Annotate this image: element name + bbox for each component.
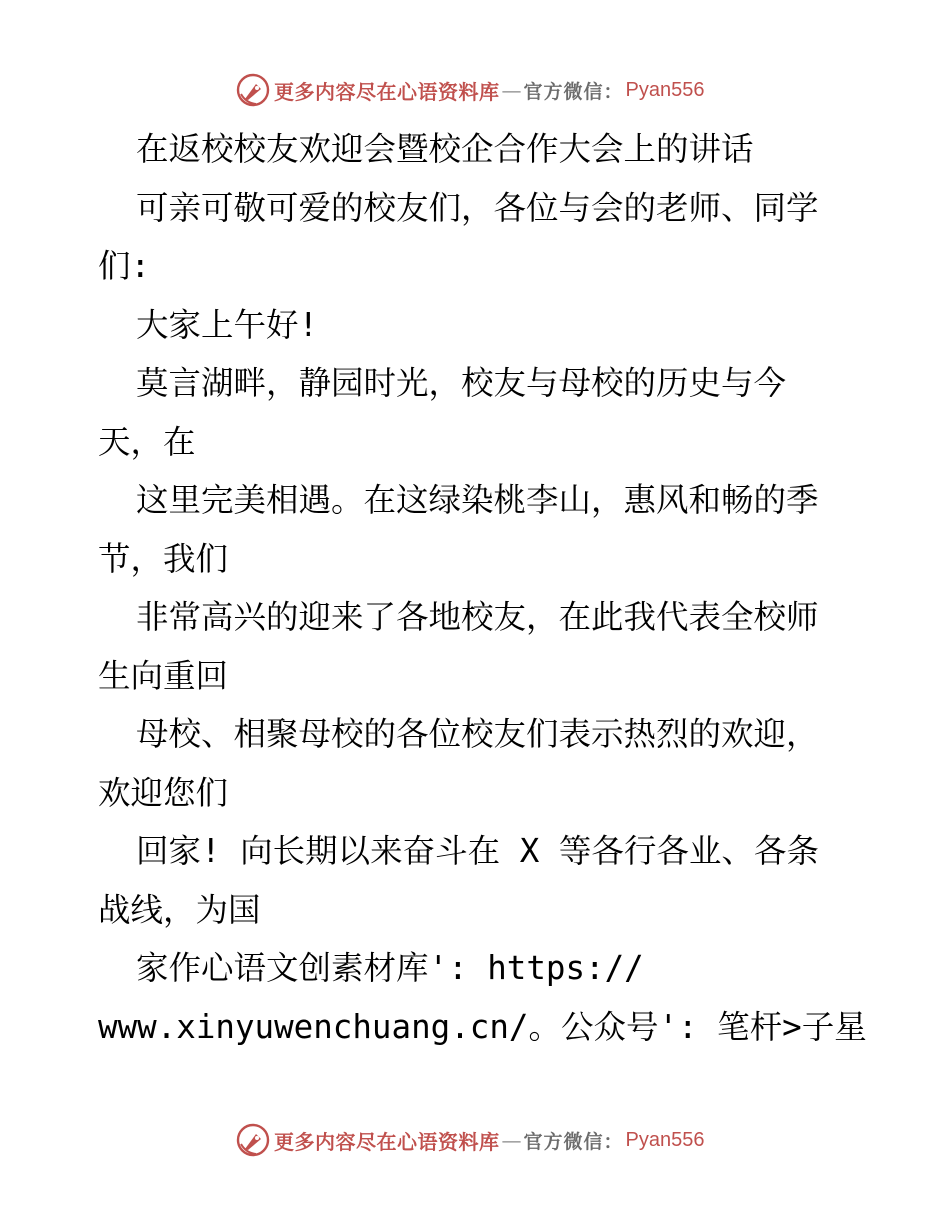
text-line: 母校、相聚母校的各位校友们表示热烈的欢迎， bbox=[136, 715, 819, 753]
footer-banner bbox=[236, 1122, 704, 1158]
text-line: 节，我们 bbox=[98, 539, 229, 578]
banner-text: 更多内容尽在心语资料库 bbox=[274, 1129, 500, 1154]
text-line: 们: bbox=[98, 247, 151, 285]
banner-text: 更多内容尽在心语资料库 bbox=[274, 79, 500, 104]
document-title: 在返校校友欢迎会暨校企合作大会上的讲话 bbox=[136, 130, 754, 168]
text-line: 可亲可敬可爱的校友们，各位与会的老师、同学 bbox=[136, 188, 819, 227]
text-line: 这里完美相遇。在这绿染桃李山，惠风和畅的季 bbox=[136, 481, 819, 519]
text-line: 家作心语文创素材库': https:// bbox=[136, 949, 644, 987]
text-line: 欢迎您们 bbox=[98, 773, 229, 812]
text-line: www.xinyuwenchuang.cn/。公众号': 笔杆>子星 bbox=[98, 1007, 867, 1046]
text-line: 非常高兴的迎来了各地校友，在此我代表全校师 bbox=[136, 598, 819, 636]
banner-wechat-id: Pyan556 bbox=[625, 1128, 705, 1151]
text-line: 莫言湖畔，静园时光，校友与母校的历史与今 bbox=[136, 364, 787, 402]
banner-wechat-label: 官方微信： bbox=[523, 80, 624, 103]
document-body bbox=[98, 120, 888, 1056]
text-line: 战线，为国 bbox=[98, 890, 261, 929]
pen-nib-circle-icon bbox=[236, 1123, 270, 1157]
text-line: 天，在 bbox=[98, 422, 196, 461]
banner-wechat-label: 官方微信： bbox=[523, 1130, 624, 1153]
text-line: 回家! 向长期以来奋斗在 X 等各行各业、各条 bbox=[136, 832, 819, 870]
banner-wechat-id: Pyan556 bbox=[625, 78, 705, 101]
banner-separator: — bbox=[501, 78, 522, 102]
pen-nib-circle-icon bbox=[236, 73, 270, 107]
header-banner bbox=[236, 72, 704, 108]
text-line: 生向重回 bbox=[98, 656, 229, 695]
banner-separator: — bbox=[501, 1128, 522, 1152]
text-line: 大家上午好! bbox=[136, 305, 319, 344]
